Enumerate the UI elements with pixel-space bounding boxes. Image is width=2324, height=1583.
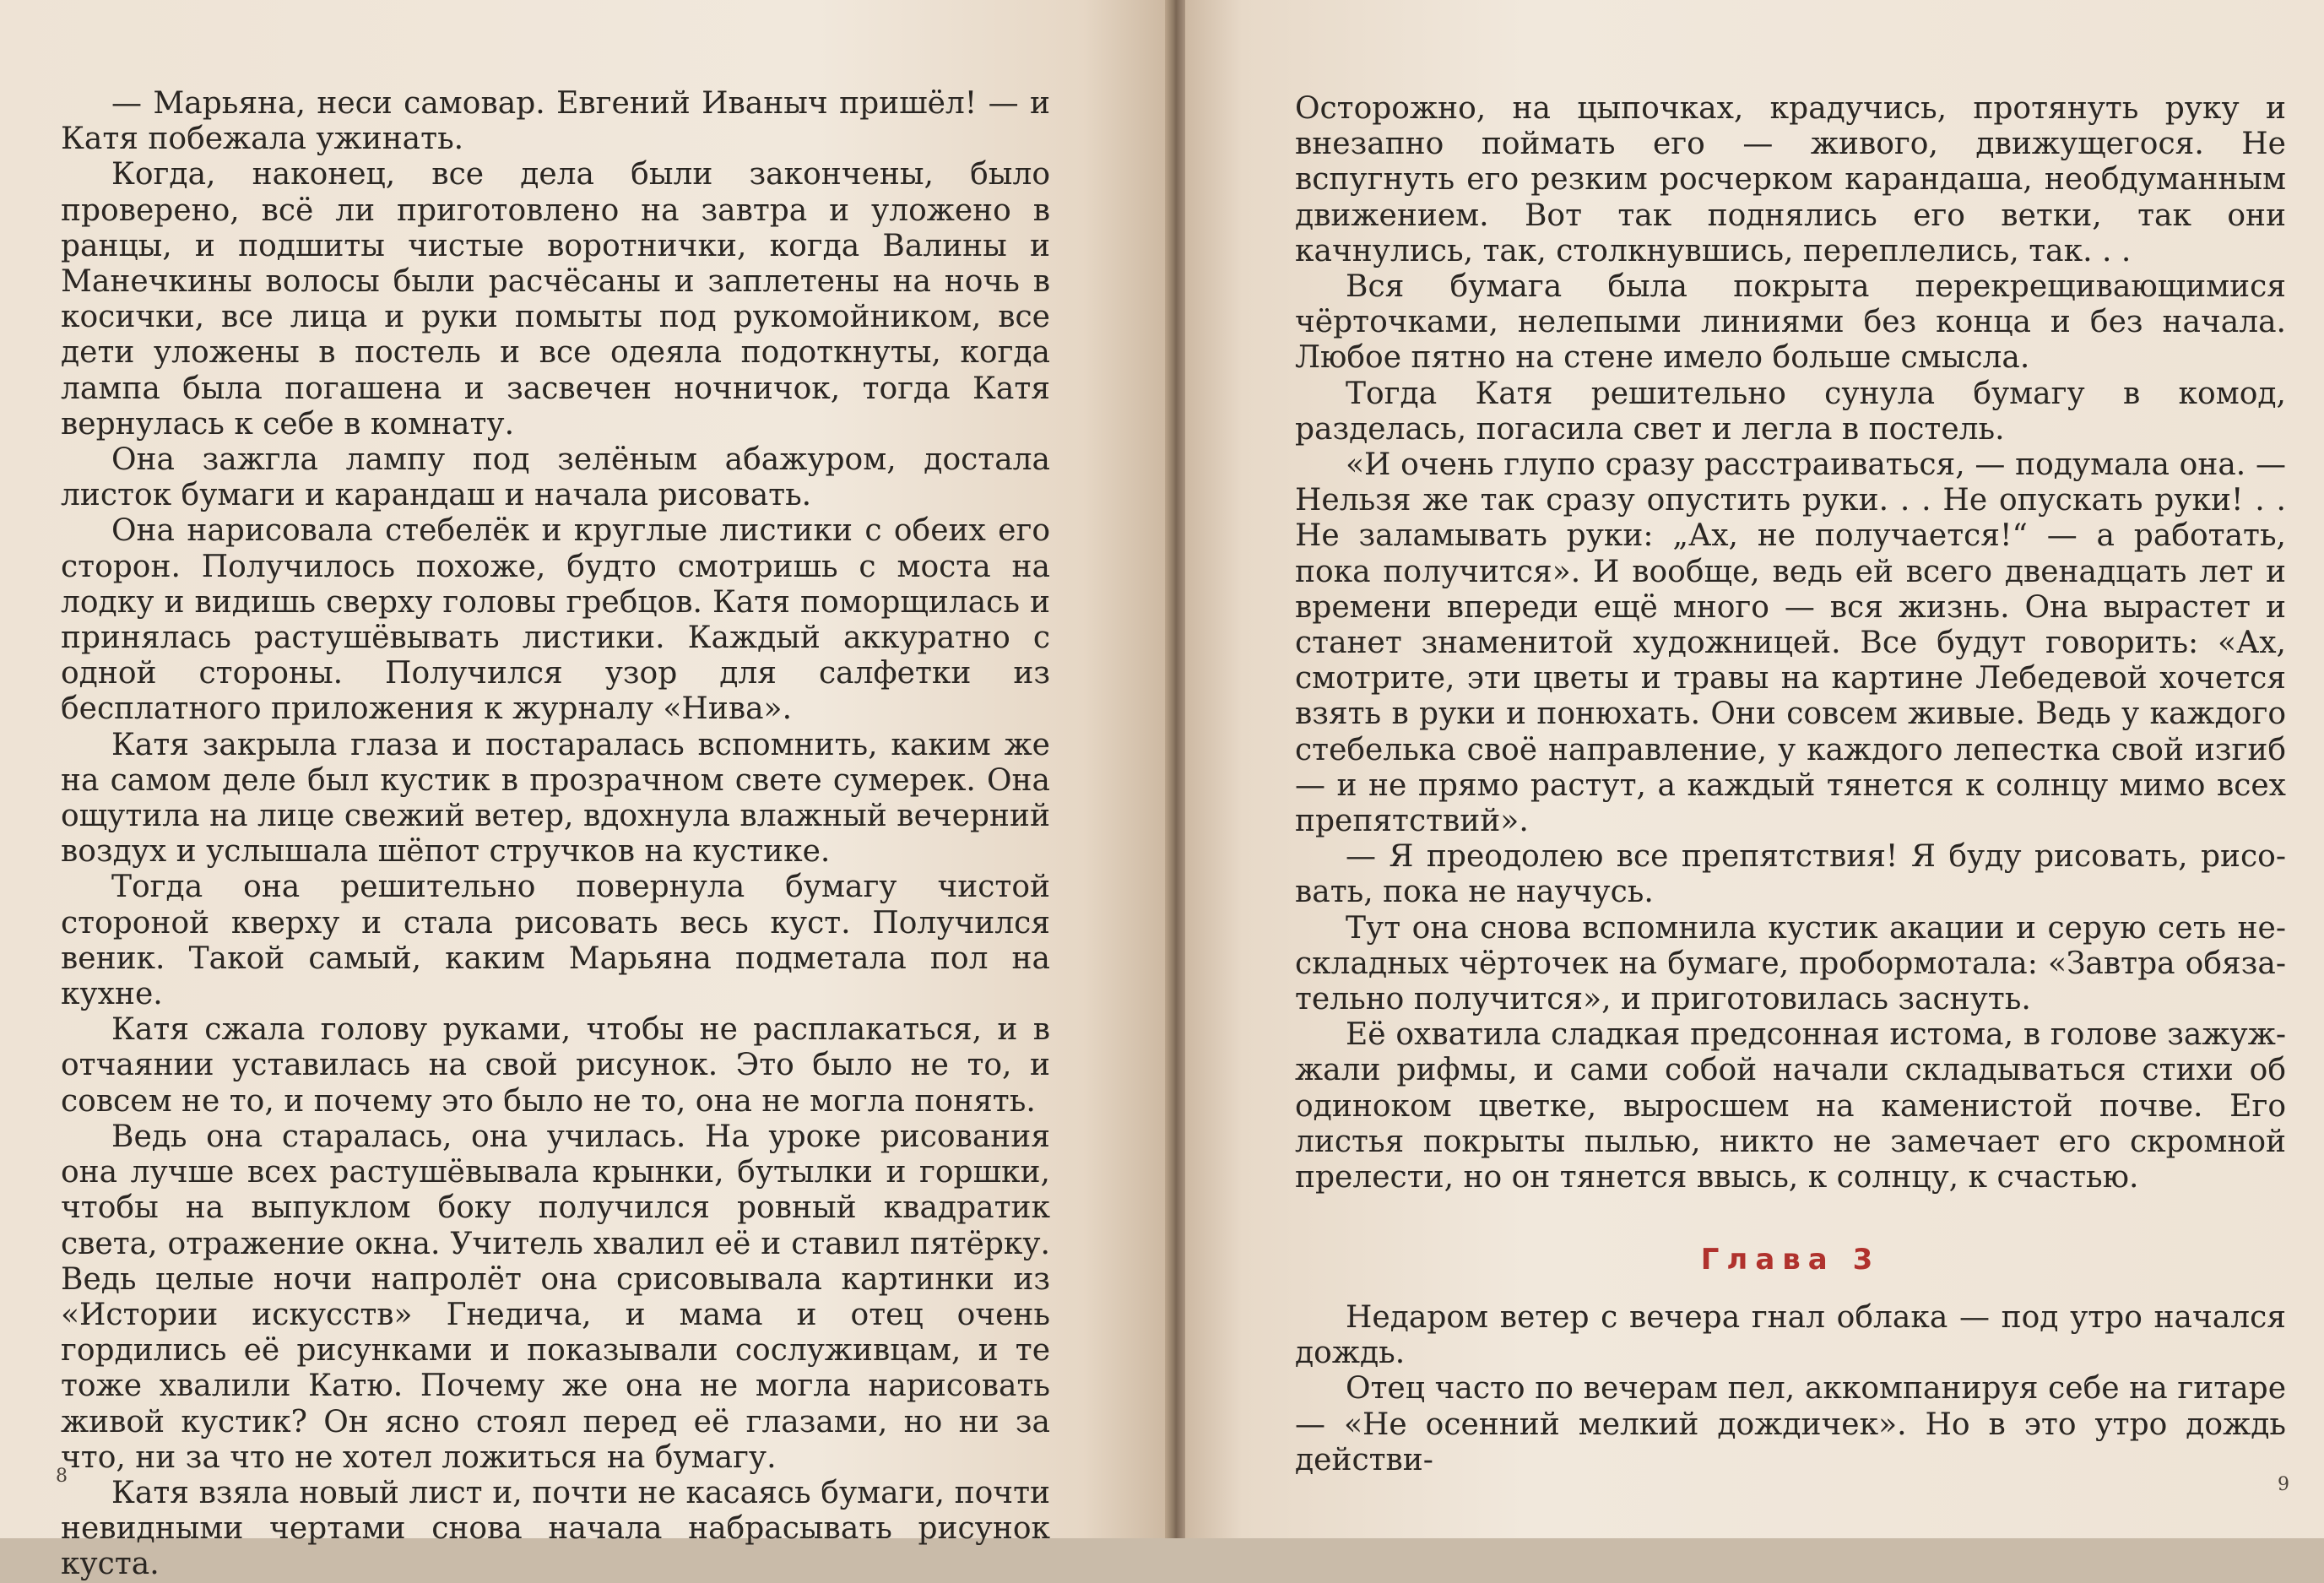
paragraph: Катя закрыла глаза и постаралась вспомнить, каким же на самом деле был кустик в прозрачном свете сумерек. Она ощутила на лице свежий ветер, вдохнула влажный вечерний воздух и услышала шёпот стручков на кустике. bbox=[61, 727, 1050, 870]
chapter-heading: Глава 3 bbox=[1700, 1243, 1881, 1277]
page-number-right: 9 bbox=[2278, 1474, 2289, 1495]
paragraph: Недаром ветер с вечера гнал облака — под утро начался дождь. bbox=[1295, 1300, 2286, 1371]
paragraph: «И очень глупо сразу расстраиваться, — подумала она. — Нельзя же так сразу опустить руки. . . Не опускать руки! . . Не заламывать руки: „Ах, не получается!“ — а работать, пока получится». И вообще, ведь ей всего двенадцать лет и времени впереди ещё много — вся жизнь. Она вырастет и станет знаменитой художницей. Все будут говорить: «Ах, смотрите, эти цветы и травы на картине Лебедевой хочется взять в руки и понюхать. Они совсем живые. Ведь у каждого стебелька своё направление, у каждого лепестка свой изгиб — и не прямо растут, а каждый тянется к солнцу мимо всех препятствий». bbox=[1295, 447, 2286, 839]
book-gutter bbox=[1165, 0, 1185, 1538]
paragraph: Её охватила сладкая предсонная истома, в голове зажужжали рифмы, и сами собой начали складываться стихи об одиноком цветке, выросшем на каменистой почве. Его листья покрыты пылью, никто не замечает его скромной прелести, но он тянется ввысь, к солнцу, к счастью. bbox=[1295, 1017, 2286, 1195]
paragraph: — Марьяна, неси самовар. Евгений Иваныч пришёл! — и Катя побежала ужинать. bbox=[61, 86, 1050, 157]
paragraph: Она зажгла лампу под зелёным абажуром, достала листок бумаги и карандаш и начала рисовать. bbox=[61, 442, 1050, 513]
paragraph: — Я преодолею все препятствия! Я буду рисовать, рисовать, пока не научусь. bbox=[1295, 839, 2286, 910]
paragraph: Вся бумага была покрыта перекрещивающимися чёрточками, нелепыми линиями без конца и без начала. Любое пятно на стене имело больше смысла. bbox=[1295, 269, 2286, 376]
paragraph: Она нарисовала стебелёк и круглые листики с обеих его сторон. Получилось похоже, будто смотришь с моста на лодку и видишь сверху головы гребцов. Катя поморщилась и принялась растушёвывать листики. Каждый аккуратно с одной стороны. Получился узор для салфетки из бесплатного приложения к журналу «Нива». bbox=[61, 513, 1050, 727]
left-page-text bbox=[61, 86, 1050, 1583]
chapter-text bbox=[1295, 1300, 2286, 1478]
right-page bbox=[1185, 0, 2324, 1538]
page-number-left: 8 bbox=[56, 1466, 68, 1487]
paragraph-continuation: Осторожно, на цыпочках, крадучись, протянуть руку и внезапно поймать его — живого, движущегося. Не вспугнуть его резким росчерком карандаша, необдуманным движением. Вот так поднялись его ветки, так они качнулись, так, столкнувшись, переплелись, так. . . bbox=[1295, 91, 2286, 268]
paragraph: Тут она снова вспомнила кустик акации и серую сеть нескладных чёрточек на бумаге, пробормотала: «Завтра обязательно получится», и приготовилась заснуть. bbox=[1295, 910, 2286, 1017]
paragraph: Тогда Катя решительно сунула бумагу в комод, разделась, погасила свет и легла в постель. bbox=[1295, 376, 2286, 447]
right-page-text bbox=[1295, 91, 2286, 1195]
paragraph: Катя сжала голову руками, чтобы не расплакаться, и в отчаянии уставилась на свой рисунок. Это было не то, и совсем не то, и почему это было не то, она не могла понять. bbox=[61, 1012, 1050, 1119]
paragraph: Отец часто по вечерам пел, аккомпанируя себе на гитаре — «Не осенний мелкий дождичек». Но в это утро дождь действи- bbox=[1295, 1371, 2286, 1477]
paragraph: Ведь она старалась, она училась. На уроке рисования она лучше всех растушёвывала крынки, бутылки и горшки, чтобы на выпуклом боку получился ровный квадратик света, отражение окна. Учитель хвалил её и ставил пятёрку. Ведь целые ночи напролёт она срисовывала картинки из «Истории искусств» Гнедича, и мама и отец очень гордились её рисунками и показывали сослуживцам, и те тоже хвалили Катю. Почему же она не могла нарисовать живой кустик? Он ясно стоял перед её глазами, но ни за что, ни за что не хотел ложиться на бумагу. bbox=[61, 1119, 1050, 1475]
paragraph: Катя взяла новый лист и, почти не касаясь бумаги, почти невидными чертами снова начала набрасывать рисунок куста. bbox=[61, 1475, 1050, 1582]
paragraph: Тогда она решительно повернула бумагу чистой стороной кверху и стала рисовать весь куст. Получился веник. Такой самый, каким Марьяна подметала пол на кухне. bbox=[61, 870, 1050, 1012]
paragraph: Когда, наконец, все дела были закончены, было проверено, всё ли приготовлено на завтра и уложено в ранцы, и подшиты чистые воротнички, когда Валины и Манечкины волосы были расчёсаны и заплетены на ночь в косички, все лица и руки помыты под рукомойником, все дети уложены в постель и все одеяла подоткнуты, когда лампа была погашена и засвечен ночничок, тогда Катя вернулась к себе в комнату. bbox=[61, 157, 1050, 442]
